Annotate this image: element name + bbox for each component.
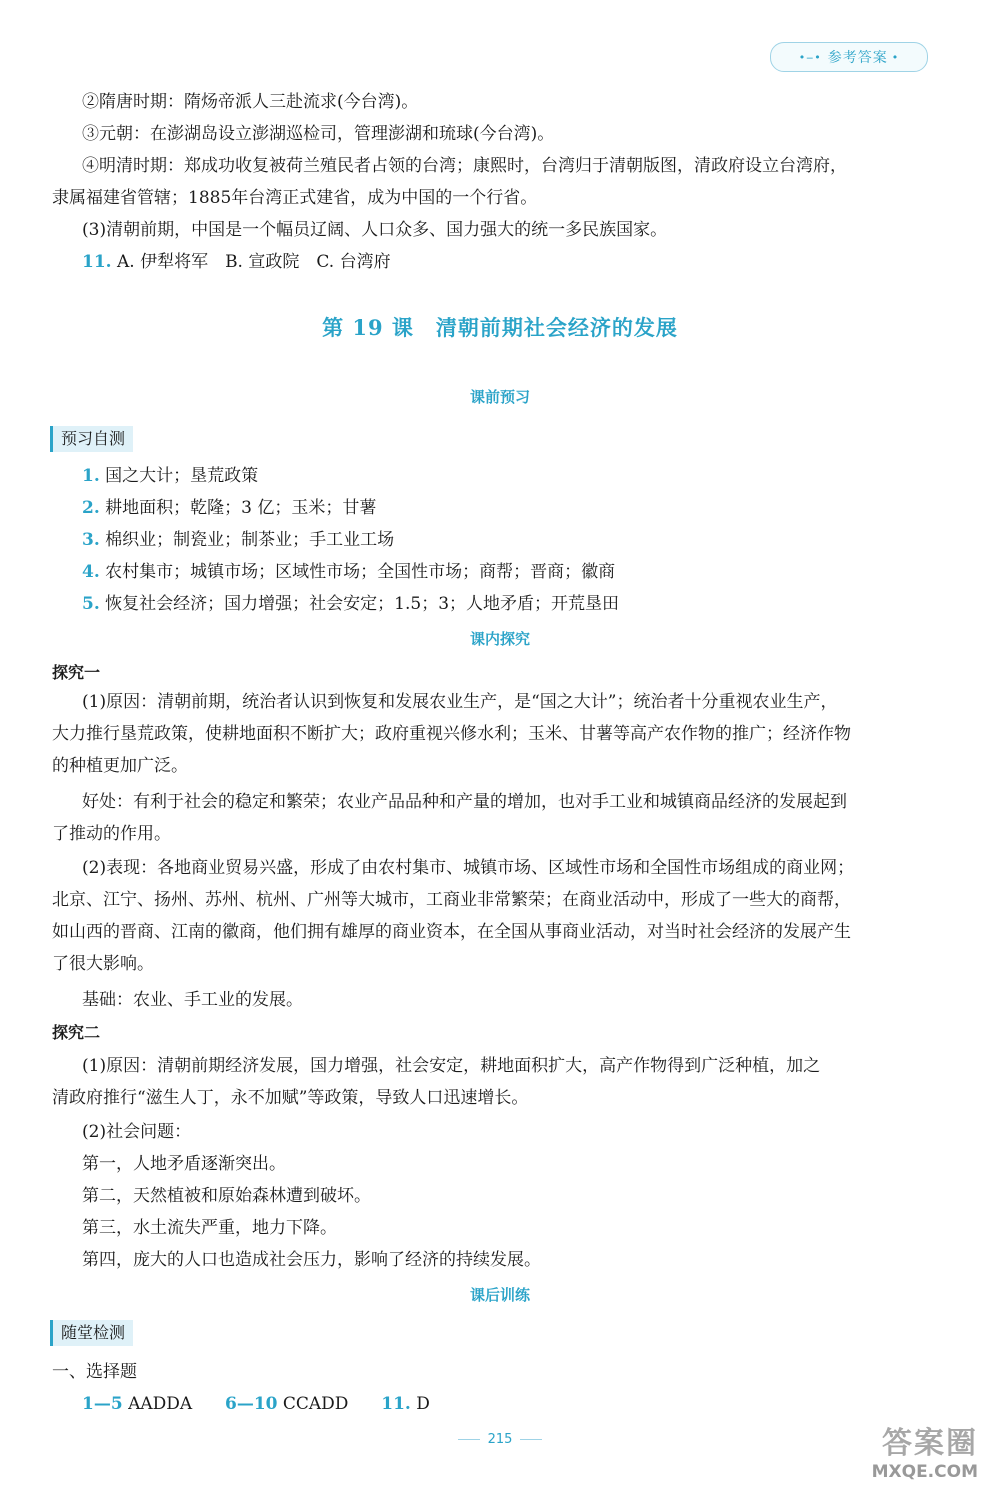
item-number: 1. xyxy=(82,466,100,486)
text-line: 了很大影响。 xyxy=(52,954,154,974)
text-line: (3)清朝前期，中国是一个幅员辽阔、人口众多、国力强大的统一多民族国家。 xyxy=(82,220,668,240)
text-line: 北京、江宁、扬州、苏州、杭州、广州等大城市，工商业非常繁荣；在商业活动中，形成了一些大的商帮， xyxy=(52,890,851,910)
answer-key-label: 参考答案 xyxy=(827,50,888,66)
text-line: (1)原因：清朝前期，统治者认识到恢复和发展农业生产，是“国之大计”；统治者十分重视农业生产， xyxy=(82,692,838,712)
dots-decoration-icon: •‒• xyxy=(798,50,822,64)
section-title-inclass: 课内探究 xyxy=(469,630,530,648)
answer-key-tab xyxy=(770,42,928,72)
text-line: 如山西的晋商、江南的徽商，他们拥有雄厚的商业资本，在全国从事商业活动，对当时社会经济的发展产生 xyxy=(52,922,851,942)
answer-range: 11. xyxy=(381,1394,411,1414)
section-title-preview: 课前预习 xyxy=(469,388,530,406)
text-line: 了推动的作用。 xyxy=(52,824,171,844)
inquiry-2-title: 探究二 xyxy=(52,1023,101,1042)
watermark-top: 答案圈 xyxy=(882,1426,978,1461)
watermark-logo xyxy=(808,1418,978,1490)
dot-decoration-icon: • xyxy=(891,50,900,64)
item-text: 恢复社会经济；国力增强；社会安定；1.5；3；人地矛盾；开荒垦田 xyxy=(105,594,620,614)
answer-value: CCADD xyxy=(282,1394,349,1414)
item-text: 棉织业；制瓷业；制茶业；手工业工场 xyxy=(105,530,395,550)
text-line: ②隋唐时期：隋炀帝派人三赴流求(今台湾)。 xyxy=(82,92,419,112)
list-item xyxy=(82,556,952,588)
text-line: 清政府推行“滋生人丁，永不加赋”等政策，导致人口迅速增长。 xyxy=(52,1088,529,1108)
item-number: 4. xyxy=(82,562,100,582)
answer-value: AADDA xyxy=(128,1394,193,1414)
text-line: ④明清时期：郑成功收复被荷兰殖民者占领的台湾；康熙时，台湾归于清朝版图，清政府设立台湾府， xyxy=(82,156,847,176)
section-title-after: 课后训练 xyxy=(469,1286,530,1304)
text-line: 好处：有利于社会的稳定和繁荣；农业产品品种和产量的增加，也对手工业和城镇商品经济的发展起到 xyxy=(82,792,847,812)
list-item xyxy=(82,524,952,556)
answer-row xyxy=(82,1388,952,1420)
item-text: 耕地面积；乾隆；3 亿；玉米；甘薯 xyxy=(105,498,377,518)
choice-heading: 一、选择题 xyxy=(52,1362,137,1382)
answer-value: D xyxy=(416,1394,430,1414)
preview-label: 预习自测 xyxy=(50,426,133,452)
item-text: 国之大计；垦荒政策 xyxy=(105,466,259,486)
list-item xyxy=(82,460,952,492)
item-text: 农村集市；城镇市场；区域性市场；全国性市场；商帮；晋商；徽商 xyxy=(105,562,616,582)
text-line: (2)社会问题： xyxy=(82,1122,192,1142)
page-number: 215 xyxy=(0,1432,1000,1447)
text-line: 第四，庞大的人口也造成社会压力，影响了经济的持续发展。 xyxy=(82,1250,541,1270)
item-number: 2. xyxy=(82,498,100,518)
question-number: 11. xyxy=(82,252,112,272)
question-answer: A. 伊犁将军 B. 宣政院 C. 台湾府 xyxy=(116,252,391,272)
answer-range: 6—10 xyxy=(224,1394,278,1414)
text-line: (1)原因：清朝前期经济发展，国力增强，社会安定，耕地面积扩大，高产作物得到广泛种植，加之 xyxy=(82,1056,821,1076)
text-line: 第三，水土流失严重，地力下降。 xyxy=(82,1218,337,1238)
text-line: 的种植更加广泛。 xyxy=(52,756,188,776)
text-line: 基础：农业、手工业的发展。 xyxy=(82,990,303,1010)
question-11 xyxy=(82,246,952,278)
text-line: 第一，人地矛盾逐渐突出。 xyxy=(82,1154,286,1174)
item-number: 3. xyxy=(82,530,100,550)
lesson-title: 第 19 课 清朝前期社会经济的发展 xyxy=(322,315,678,340)
list-item xyxy=(82,588,952,620)
text-line: 大力推行垦荒政策，使耕地面积不断扩大；政府重视兴修水利；玉米、甘薯等高产农作物的推广；经济作物 xyxy=(52,724,851,744)
list-item xyxy=(82,492,952,524)
text-line: ③元朝：在澎湖岛设立澎湖巡检司，管理澎湖和琉球(今台湾)。 xyxy=(82,124,555,144)
text-line: 隶属福建省管辖；1885年台湾正式建省，成为中国的一个行省。 xyxy=(52,188,538,208)
text-line: 第二，天然植被和原始森林遭到破坏。 xyxy=(82,1186,371,1206)
watermark-bottom: MXQE.COM xyxy=(871,1462,978,1482)
item-number: 5. xyxy=(82,594,100,614)
answer-range: 1—5 xyxy=(82,1394,123,1414)
text-line: (2)表现：各地商业贸易兴盛，形成了由农村集市、城镇市场、区域性市场和全国性市场组成的商业网； xyxy=(82,858,855,878)
inquiry-1-title: 探究一 xyxy=(52,663,101,682)
after-label: 随堂检测 xyxy=(50,1320,133,1346)
